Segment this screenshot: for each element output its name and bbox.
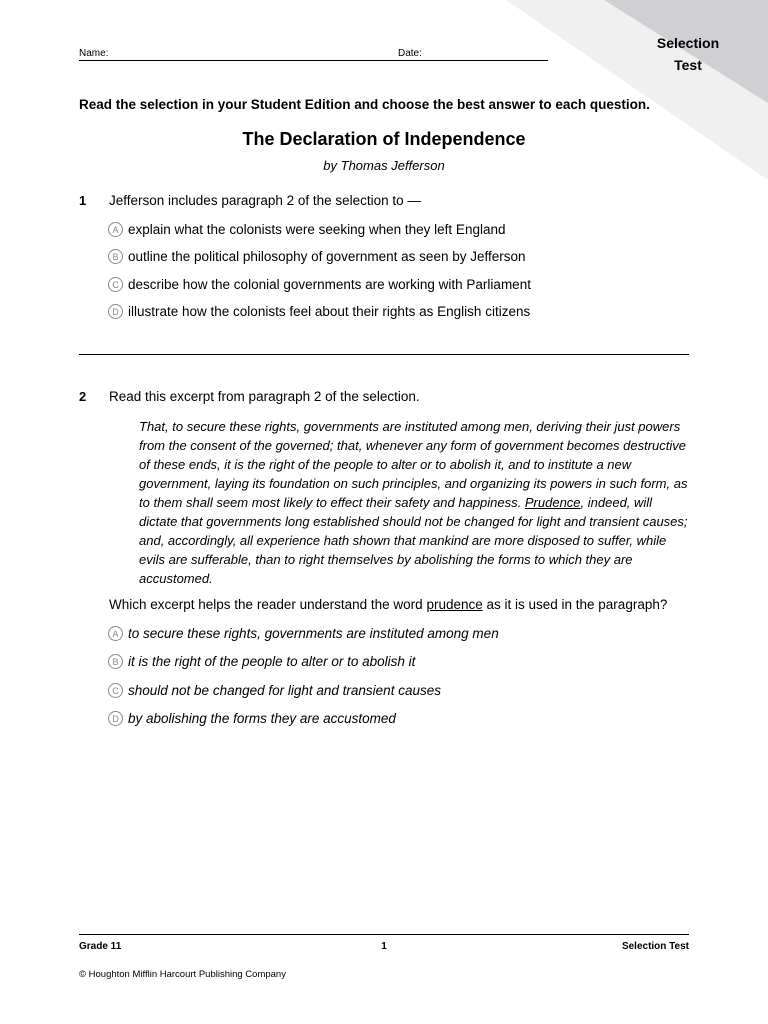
question-1-prompt: Jefferson includes paragraph 2 of the selection to — — [109, 193, 421, 208]
byline: by Thomas Jefferson — [323, 158, 445, 173]
page-title: The Declaration of Independence — [242, 129, 526, 149]
answer-bubble-icon[interactable]: A — [108, 626, 123, 641]
answer-bubble-icon[interactable]: C — [108, 277, 123, 292]
choice-text: describe how the colonial governments are working with Parliament — [128, 277, 531, 292]
corner-banner-shape — [506, 0, 768, 180]
corner-label-line-1: Selection — [656, 35, 720, 51]
copyright: © Houghton Mifflin Harcourt Publishing Company — [79, 969, 286, 980]
excerpt-underlined-word: Prudence — [524, 495, 581, 510]
question-2-choice-b[interactable] — [108, 654, 415, 669]
answer-bubble-icon[interactable]: C — [108, 683, 123, 698]
choice-text: outline the political philosophy of government as seen by Jefferson — [128, 249, 526, 264]
footer-page-number: 1 — [381, 941, 387, 952]
choice-text: to secure these rights, governments are instituted among men — [128, 626, 499, 641]
corner-banner — [506, 0, 768, 180]
question-1-number: 1 — [79, 193, 87, 208]
footer-test-label: Selection Test — [621, 941, 689, 952]
question-2-number: 2 — [79, 389, 87, 404]
corner-label-line-2: Test — [674, 57, 702, 73]
question-1-choice-b[interactable] — [108, 249, 526, 264]
instructions: Read the selection in your Student Edition and choose the best answer to each question. — [79, 97, 650, 112]
question-2-stem — [109, 597, 667, 612]
date-label: Date: — [398, 48, 422, 59]
answer-bubble-icon[interactable]: B — [108, 249, 123, 264]
excerpt-passage — [139, 417, 689, 588]
question-2-choice-d[interactable] — [108, 711, 396, 726]
name-date-line[interactable] — [79, 48, 548, 61]
choice-text: it is the right of the people to alter or to abolish it — [128, 654, 416, 669]
choice-text: illustrate how the colonists feel about their rights as English citizens — [128, 304, 531, 319]
footer-grade: Grade 11 — [79, 941, 122, 952]
choice-text: explain what the colonists were seeking when they left England — [128, 222, 506, 237]
question-1-choice-a[interactable] — [108, 222, 505, 237]
choice-text: by abolishing the forms they are accustomed — [128, 711, 396, 726]
answer-bubble-icon[interactable]: D — [108, 304, 123, 319]
question-2-stem-before: Which excerpt helps the reader understand the word — [109, 597, 427, 612]
question-2-choice-a[interactable] — [108, 626, 499, 641]
footer-divider — [79, 934, 689, 935]
answer-bubble-icon[interactable]: D — [108, 711, 123, 726]
question-2-prompt: Read this excerpt from paragraph 2 of the selection. — [109, 389, 420, 404]
name-label: Name: — [79, 48, 109, 59]
choice-text: should not be changed for light and transient causes — [128, 683, 441, 698]
question-1-choice-c[interactable] — [108, 277, 531, 292]
question-divider — [79, 354, 689, 355]
answer-bubble-icon[interactable]: B — [108, 654, 123, 669]
question-1-choice-d[interactable] — [108, 304, 530, 319]
question-2-stem-after: as it is used in the paragraph? — [482, 597, 668, 612]
question-2-choice-c[interactable] — [108, 683, 441, 698]
excerpt-text-after: , indeed, will dictate that governments long established should not be changed for light and transient causes; and, accordingly, all experience hath shown that mankind are more disposed to suffer, while evils are sufferable, than to right themselves by abolishing the forms to which they are accustomed. — [139, 495, 688, 586]
selection-test-label — [638, 32, 738, 76]
answer-bubble-icon[interactable]: A — [108, 222, 123, 237]
excerpt-text-before: That, to secure these rights, governments are instituted among men, deriving their just powers from the consent of the governed; that, whenever any form of government becomes destructive of these ends, it is the right of the people to alter or to abolish it, and to institute a new government, laying its foundation on such principles, and organizing its powers in such form, as to them shall seem most likely to effect their safety and happiness. — [139, 419, 688, 510]
question-2-underlined-word: prudence — [426, 597, 483, 612]
